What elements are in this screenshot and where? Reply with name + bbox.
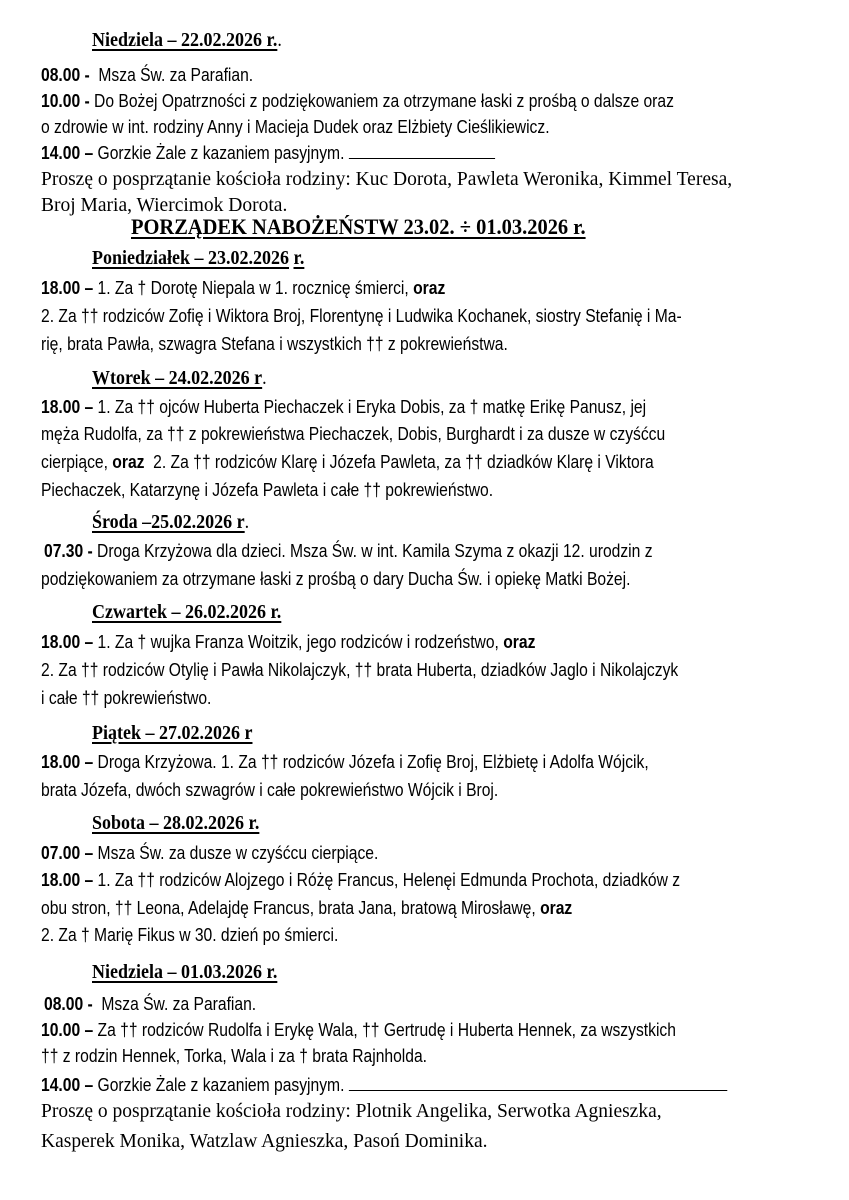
entry-line: [41, 687, 211, 709]
entry-text: Gorzkie Żale z kazaniem pasyjnym.: [97, 143, 345, 163]
entry-time: 14.00: [41, 1075, 81, 1095]
day-heading-text: Piątek – 27.02.2026 r: [92, 722, 253, 744]
entry-separator: –: [80, 632, 98, 652]
day-heading-text: Środa –25.02.2026 r: [92, 511, 245, 533]
entry-line: [41, 869, 680, 891]
entry-separator: -: [83, 541, 98, 561]
entry-text: 1. Za † wujka Franza Woitzik, jego rodziców i rodzeństwo,: [97, 632, 504, 652]
entry-separator: –: [80, 1020, 98, 1040]
entry-line: [41, 90, 674, 112]
entry-text: 2. Za †† rodziców Otylię i Pawła Nikolajczyk, †† brata Huberta, dziadków Jaglo i Nikolajczyk: [41, 660, 679, 680]
entry-text: 1. Za † Dorotę Niepala w 1. rocznicę śmierci,: [97, 278, 414, 298]
entry-text: brata Józefa, dwóch szwagrów i całe pokrewieństwo Wójcik i Broj.: [41, 780, 499, 800]
entry-line: [41, 924, 338, 946]
entry-text: 1. Za †† ojców Huberta Piechaczek i Eryka Dobis, za † matkę Erikę Panusz, jej: [97, 397, 647, 417]
entry-line: [44, 540, 653, 562]
entry-text: rię, brata Pawła, szwagra Stefana i wszystkich †† z pokrewieństwa.: [41, 334, 508, 354]
entry-text: Msza Św. za Parafian.: [97, 994, 257, 1014]
entry-text: i całe †† pokrewieństwo.: [41, 688, 212, 708]
entry-line: [41, 751, 649, 773]
entry-text: Droga Krzyżowa dla dzieci. Msza Św. w int. Kamila Szyma z okazji 12. urodzin z: [97, 541, 653, 561]
cleaning-notice: [41, 1100, 662, 1124]
entry-line: [41, 897, 572, 919]
entry-text: 2. Za †† rodziców Klarę i Józefa Pawleta, za †† dziadków Klarę i Viktora: [144, 452, 654, 472]
heading-suffix: r.: [293, 247, 305, 269]
entry-time: 08.00: [41, 65, 81, 85]
entry-time: 08.00: [44, 994, 84, 1014]
entry-separator: –: [80, 278, 98, 298]
entry-line: [41, 305, 682, 327]
entry-line: [41, 277, 445, 299]
entry-line: [41, 396, 646, 418]
entry-time: 18.00: [41, 397, 81, 417]
entry-time: 10.00: [41, 91, 81, 111]
entry-text: Droga Krzyżowa. 1. Za †† rodziców Józefa i Zofię Broj, Elżbietę i Adolfa Wójcik,: [97, 752, 649, 772]
cleaning-notice: [41, 168, 732, 192]
entry-line: [41, 1074, 727, 1096]
day-heading-sunday-1: [92, 28, 282, 52]
oraz-label: oraz: [413, 278, 446, 298]
entry-time: 10.00: [41, 1020, 81, 1040]
entry-text: Za †† rodziców Rudolfa i Erykę Wala, †† Gertrudę i Huberta Hennek, za wszystkich: [97, 1020, 676, 1040]
day-heading-text: Poniedziałek – 23.02.2026: [92, 247, 290, 269]
entry-time: 18.00: [41, 870, 81, 890]
entry-separator: -: [83, 994, 98, 1014]
entry-text: Msza Św. za Parafian.: [94, 65, 254, 85]
day-heading-tuesday: [92, 366, 267, 390]
entry-text: 1. Za †† rodziców Alojzego i Różę Francus, Helenęi Edmunda Prochota, dziadków z: [97, 870, 681, 890]
cleaning-text: Kasperek Monika, Watzlaw Agnieszka, Pasoń Dominika.: [41, 1131, 488, 1152]
entry-time: 18.00: [41, 632, 81, 652]
entry-text: obu stron, †† Leona, Adelajdę Francus, brata Jana, bratową Mirosławę,: [41, 898, 541, 918]
entry-line: [41, 631, 535, 653]
heading-suffix: .: [277, 29, 282, 51]
entry-text: 2. Za † Marię Fikus w 30. dzień po śmierci.: [41, 925, 339, 945]
day-heading-monday: [92, 246, 304, 270]
entry-line: [41, 333, 508, 355]
oraz-label: oraz: [503, 632, 536, 652]
day-heading-wednesday: [92, 510, 249, 534]
entry-line: [41, 479, 493, 501]
entry-text: 2. Za †† rodziców Zofię i Wiktora Broj, Florentynę i Ludwika Kochanek, siostry Stefanię i Ma-: [41, 306, 682, 326]
cleaning-notice: [41, 1130, 487, 1154]
heading-suffix: .: [244, 511, 250, 533]
entry-separator: –: [80, 1075, 98, 1095]
day-heading-text: Wtorek – 24.02.2026 r: [92, 367, 263, 389]
page-title: PORZĄDEK NABOŻEŃSTW 23.02. ÷ 01.03.2026 r.: [131, 214, 586, 239]
day-heading-text: Niedziela – 22.02.2026 r.: [92, 29, 278, 51]
entry-line: [41, 1019, 676, 1041]
entry-line: [41, 116, 550, 138]
entry-separator: –: [80, 870, 98, 890]
day-heading-friday: [92, 721, 252, 745]
entry-text: cierpiące,: [41, 452, 113, 472]
entry-text: o zdrowie w int. rodziny Anny i Macieja Dudek oraz Elżbiety Cieślikiewicz.: [41, 117, 550, 137]
entry-line: [41, 423, 665, 445]
day-heading-sunday-2: [92, 960, 277, 984]
entry-time: 07.30: [44, 541, 84, 561]
entry-text: Msza Św. za dusze w czyśćcu cierpiące.: [97, 843, 379, 863]
cleaning-text: Proszę o posprzątanie kościoła rodziny: Plotnik Angelika, Serwotka Agnieszka,: [41, 1101, 662, 1122]
entry-time: 14.00: [41, 143, 81, 163]
entry-text: podziękowaniem za otrzymane łaski z prośbą o dary Ducha Św. i opiekę Matki Bożej.: [41, 569, 631, 589]
entry-line: [41, 779, 498, 801]
entry-line: [41, 451, 654, 473]
entry-separator: -: [80, 65, 95, 85]
cleaning-text: Proszę o posprzątanie kościoła rodziny: Kuc Dorota, Pawleta Weronika, Kimmel Teresa,: [41, 169, 733, 190]
blank-line: [349, 1074, 727, 1091]
entry-text: Piechaczek, Katarzynę i Józefa Pawleta i całe †† pokrewieństwo.: [41, 480, 494, 500]
day-heading-saturday: [92, 811, 259, 835]
blank-line: [349, 142, 495, 159]
entry-line: [41, 568, 630, 590]
entry-line: [41, 1045, 427, 1067]
heading-suffix: .: [262, 367, 267, 389]
entry-text: †† z rodzin Hennek, Torka, Wala i za † brata Rajnholda.: [41, 1046, 428, 1066]
entry-time: 07.00: [41, 843, 81, 863]
entry-line: [41, 659, 678, 681]
oraz-label: oraz: [540, 898, 573, 918]
oraz-label: oraz: [112, 452, 145, 472]
entry-time: 18.00: [41, 278, 81, 298]
entry-text: męża Rudolfa, za †† z pokrewieństwa Piechaczek, Dobis, Burghardt i za dusze w czyśćcu: [41, 424, 666, 444]
day-heading-text: Niedziela – 01.03.2026 r.: [92, 961, 278, 983]
entry-text: Do Bożej Opatrzności z podziękowaniem za otrzymane łaski z prośbą o dalsze oraz: [94, 91, 674, 111]
day-heading-thursday: [92, 600, 281, 624]
entry-separator: -: [80, 91, 95, 111]
entry-separator: –: [80, 143, 98, 163]
day-heading-text: Czwartek – 26.02.2026 r.: [92, 601, 282, 623]
entry-line: [41, 142, 495, 164]
entry-line: [44, 993, 256, 1015]
entry-text: Gorzkie Żale z kazaniem pasyjnym.: [97, 1075, 345, 1095]
entry-separator: –: [80, 752, 98, 772]
day-heading-text: Sobota – 28.02.2026 r.: [92, 812, 260, 834]
cleaning-text: Broj Maria, Wiercimok Dorota.: [41, 195, 288, 216]
entry-separator: –: [80, 397, 98, 417]
entry-line: [41, 64, 253, 86]
entry-separator: –: [80, 843, 98, 863]
entry-line: [41, 842, 378, 864]
entry-time: 18.00: [41, 752, 81, 772]
